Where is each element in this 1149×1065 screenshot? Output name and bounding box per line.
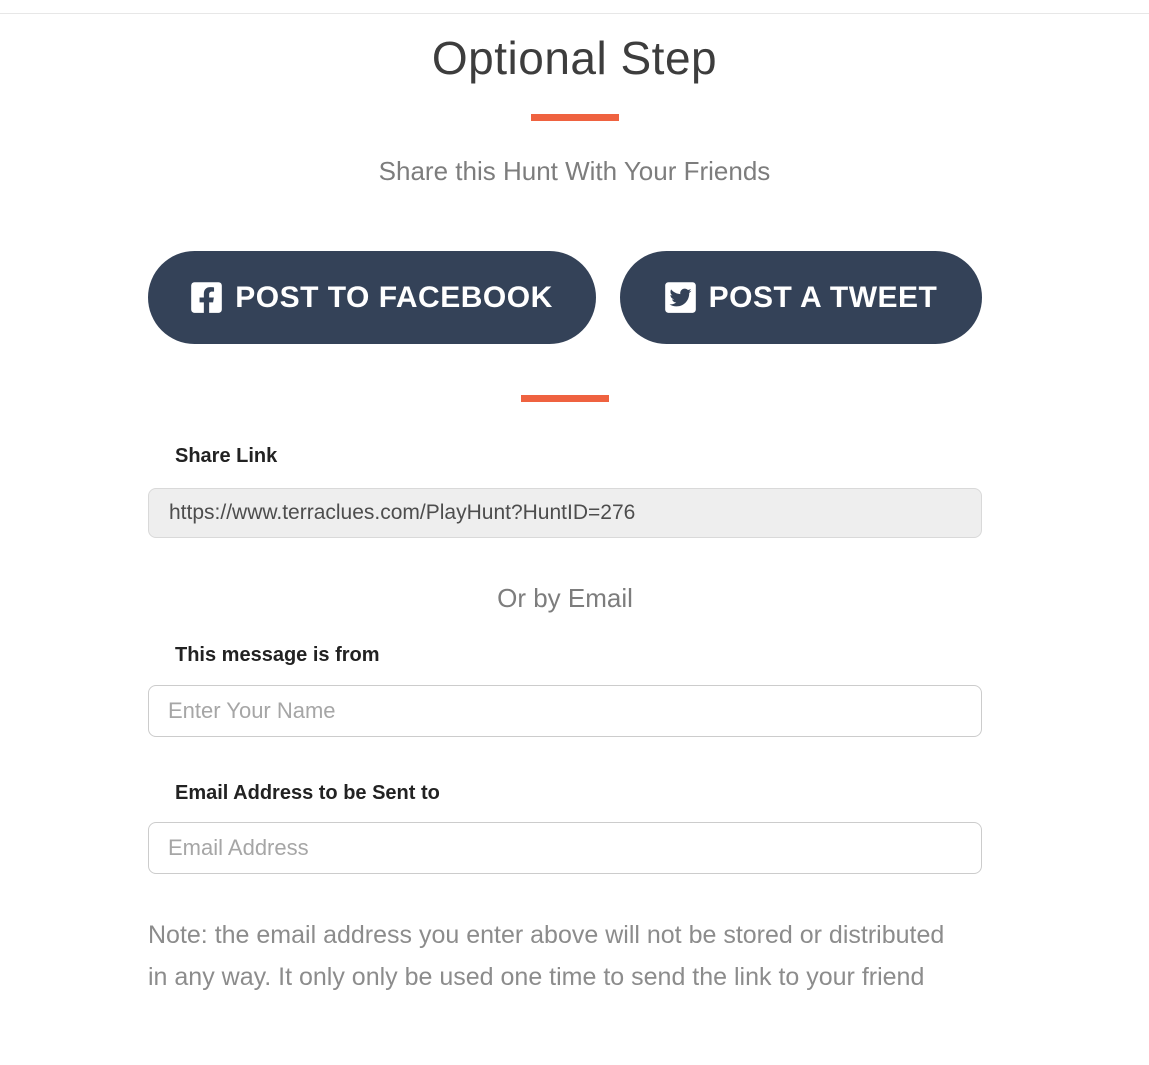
social-button-row bbox=[148, 251, 982, 344]
sender-name-input[interactable] bbox=[148, 685, 982, 737]
share-link-input[interactable] bbox=[148, 488, 982, 538]
privacy-note: Note: the email address you enter above will not be stored or distributed in any way. It only only be used one time to send the link to your friend bbox=[148, 921, 945, 991]
message-from-label: This message is from bbox=[175, 644, 380, 666]
email-address-label: Email Address to be Sent to bbox=[175, 782, 440, 804]
share-subtitle: Share this Hunt With Your Friends bbox=[378, 156, 771, 186]
post-to-facebook-button[interactable] bbox=[148, 251, 596, 344]
post-a-tweet-button[interactable] bbox=[620, 251, 982, 344]
content-column bbox=[148, 251, 982, 998]
post-a-tweet-label: POST A TWEET bbox=[708, 280, 938, 314]
facebook-square-icon bbox=[191, 280, 222, 315]
accent-divider-middle bbox=[521, 395, 609, 402]
recipient-email-input[interactable] bbox=[148, 822, 982, 874]
twitter-square-icon bbox=[665, 280, 696, 315]
post-to-facebook-label: POST TO FACEBOOK bbox=[235, 280, 553, 314]
share-link-label: Share Link bbox=[175, 445, 278, 467]
page bbox=[0, 13, 1149, 998]
accent-divider-top bbox=[531, 114, 619, 121]
page-title: Optional Step bbox=[431, 32, 718, 84]
or-by-email-heading: Or by Email bbox=[497, 583, 633, 613]
